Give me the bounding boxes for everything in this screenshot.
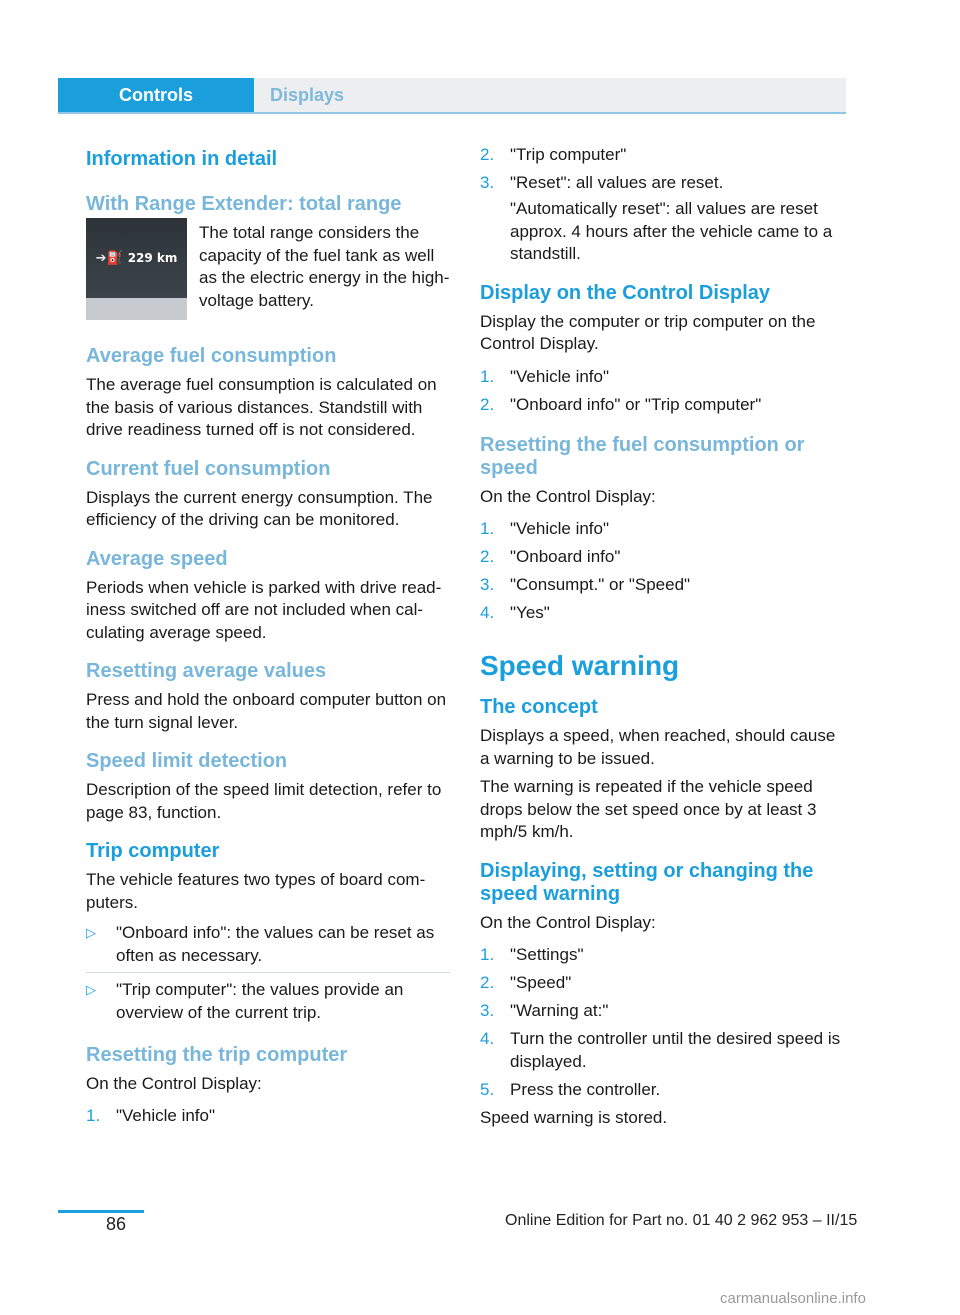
list-item: ▷ "Trip computer": the values provide an overview of the current trip. [86,979,450,1024]
heading-trip-computer: Trip computer [86,840,220,862]
list-item: 2. "Trip computer" [480,145,627,164]
list-item: 1. "Settings" [480,945,584,964]
avg-speed-text: Periods when vehicle is parked with drive readiness switched off are not included when calculating average speed. [86,577,442,642]
heading-information-in-detail: Information in detail [86,148,278,170]
list-item: 3. "Consumpt." or "Speed" [480,575,691,594]
list-item: 1. "Vehicle info" [480,366,610,386]
footer-rule [58,1210,144,1213]
list-item: 5. Press the controller. [480,1079,661,1099]
reset-trip-steps [86,1105,450,1128]
display-cd-text: Display the computer or trip computer on the Control Display. [480,311,816,353]
heading-total-range: With Range Extender: total range [86,193,402,215]
heading-average-fuel: Average fuel consumption [86,345,337,367]
display-set-text: On the Control Display: [480,912,656,932]
list-item: 1. "Vehicle info" [480,519,610,538]
avg-fuel-text: The average fuel consumption is calculated on the basis of various distances. Standstill with drive readiness turned off is not considered. [86,375,437,439]
list-item: 3. "Warning at:" [480,1001,609,1020]
reset-trip-text: On the Control Display: [86,1073,262,1093]
display-set-steps [480,944,846,1101]
list-item: 1. "Vehicle info" [86,1106,216,1125]
heading-display-set-warning: Displaying, setting or changing the speed warning [480,859,814,905]
range-readout: 229 km [127,251,178,265]
speed-limit-text: Description of the speed limit detection, refer to page 83, function. [86,780,442,822]
list-item: 2. "Onboard info" [480,547,621,566]
edition-info: Online Edition for Part no. 01 40 2 962 953 – II/15 [505,1212,858,1229]
range-text: The total range considers the capacity of the fuel tank as well as the electric energy in the high-voltage battery. [199,223,450,310]
auto-reset-note: "Automatically reset": all values are reset approx. 4 hours after the vehicle came to a standstill. [510,199,833,263]
range-block [86,222,450,320]
heading-speed-warning: Speed warning [480,650,680,681]
list-item: ▷ "Onboard info": the values can be reset as often as necessary. [86,922,450,973]
left-column [86,144,450,1133]
list-item: 4. Turn the controller until the desired speed is displayed. [480,1029,841,1071]
heading-reset-average: Resetting average values [86,660,327,682]
reset-fuel-steps [480,518,846,625]
heading-display-control-display: Display on the Control Display [480,281,771,304]
triangle-bullet-icon: ▷ [86,982,96,997]
heading-current-fuel: Current fuel consumption [86,457,331,480]
fuel-pump-icon: ➔⛽ [95,250,123,265]
heading-average-speed: Average speed [86,547,228,570]
list-item: 3. "Reset": all values are reset. [480,173,724,192]
list-item: 2. "Onboard info" or "Trip computer" [480,394,762,414]
heading-reset-fuel-speed: Resetting the fuel consumption or speed [480,433,805,479]
range-display-image [86,218,187,320]
trip-bullet-list [86,922,450,1024]
stored-text: Speed warning is stored. [480,1107,668,1127]
list-item: 2. "Speed" [480,973,572,992]
reset-fuel-text: On the Control Display: [480,486,656,506]
trip-text: The vehicle features two types of board computers. [86,870,426,912]
reset-average-text: Press and hold the onboard computer button on the turn signal lever. [86,690,447,732]
watermark: carmanualsonline.info [720,1290,866,1307]
tab-displays: Displays [270,84,345,105]
heading-reset-trip: Resetting the trip computer [86,1043,348,1066]
range-screen [86,218,187,298]
display-cd-steps [480,366,846,417]
heading-the-concept: The concept [480,696,598,718]
right-column [480,144,846,1129]
triangle-bullet-icon: ▷ [86,925,96,940]
concept-text-2: The warning is repeated if the vehicle speed drops below the set speed once by at least 3 mph/5 km/h. [480,777,817,841]
list-item: 4. "Yes" [480,603,550,622]
trip-steps-continued [480,144,846,195]
heading-speed-limit: Speed limit detection [86,750,288,772]
cur-fuel-text: Displays the current energy consumption. The efficiency of the driving can be monitored. [86,487,433,529]
concept-text-1: Displays a speed, when reached, should cause a warning to be issued. [480,726,836,768]
tab-controls: Controls [58,78,254,112]
page-number: 86 [106,1214,127,1234]
